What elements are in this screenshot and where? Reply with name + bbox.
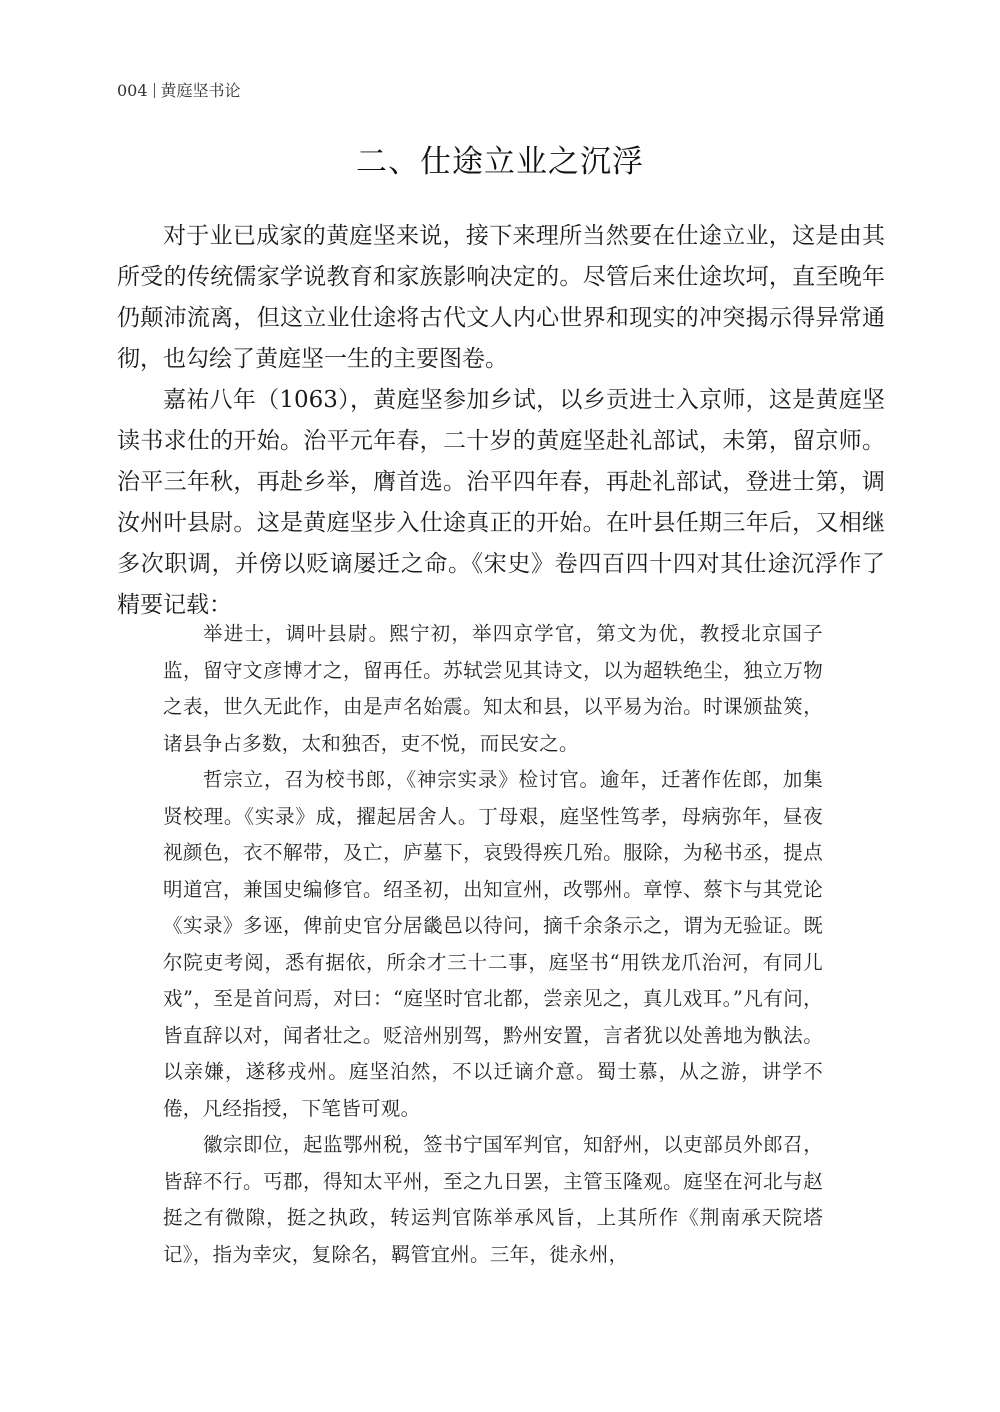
quote-paragraph-1: 举进士，调叶县尉。熙宁初，举四京学官，第文为优，教授北京国子监，留守文彦博才之，留再任。苏轼尝见其诗文，以为超轶绝尘，独立万物之表，世久无此作，由是声名始震。知太和县，以平易为治。时课颁盐筴，诸县争占多数，太和独否，吏不悦，而民安之。 (163, 622, 823, 755)
running-head (117, 80, 241, 102)
header-divider (154, 83, 155, 98)
body-text (117, 216, 885, 626)
block-quote (163, 616, 823, 1273)
quote-paragraph-3: 徽宗即位，起监鄂州税，签书宁国军判官，知舒州，以吏部员外郎召，皆辞不行。丐郡，得知太平州，至之九日罢，主管玉隆观。庭坚在河北与赵挺之有微隙，挺之执政，转运判官陈举承风旨，上其所作《荆南承天院塔记》，指为幸灾，复除名，羁管宜州。三年，徙永州， (163, 1133, 823, 1266)
page-number: 004 (117, 81, 148, 100)
section-title: 二、仕途立业之沉浮 (356, 144, 644, 180)
quote-paragraph-2: 哲宗立，召为校书郎，《神宗实录》检讨官。逾年，迁著作佐郎，加集贤校理。《实录》成，擢起居舍人。丁母艰，庭坚性笃孝，母病弥年，昼夜视颜色，衣不解带，及亡，庐墓下，哀毁得疾几殆。服除，为秘书丞，提点明道宫，兼国史编修官。绍圣初，出知宣州，改鄂州。章惇、蔡卞与其党论《实录》多诬，俾前史官分居畿邑以待问，摘千余条示之，谓为无验证。既尔院吏考阅，悉有据依，所余才三十二事，庭坚书“用铁龙爪治河，有同儿戏”，至是首问焉，对曰：“庭坚时官北都，尝亲见之，真儿戏耳。”凡有问，皆直辞以对，闻者壮之。贬涪州别驾，黔州安置，言者犹以处善地为骫法。以亲嫌，遂移戎州。庭坚泊然，不以迁谪介意。蜀士慕，从之游，讲学不倦，凡经指授，下笔皆可观。 (163, 768, 823, 1120)
body-paragraph-2: 嘉祐八年（1063），黄庭坚参加乡试，以乡贡进士入京师，这是黄庭坚读书求仕的开始。治平元年春，二十岁的黄庭坚赴礼部试，未第，留京师。治平三年秋，再赴乡举，膺首选。治平四年春，再赴礼部试，登进士第，调汝州叶县尉。这是黄庭坚步入仕途真正的开始。在叶县任期三年后，又相继多次职调，并傍以贬谪屡迁之命。《宋史》卷四百四十四对其仕途沉浮作了精要记载： (117, 387, 885, 618)
body-paragraph-1: 对于业已成家的黄庭坚来说，接下来理所当然要在仕途立业，这是由其所受的传统儒家学说教育和家族影响决定的。尽管后来仕途坎坷，直至晚年仍颠沛流离，但这立业仕途将古代文人内心世界和现实的冲突揭示得异常通彻，也勾绘了黄庭坚一生的主要图卷。 (117, 223, 885, 372)
book-title: 黄庭坚书论 (160, 81, 241, 100)
